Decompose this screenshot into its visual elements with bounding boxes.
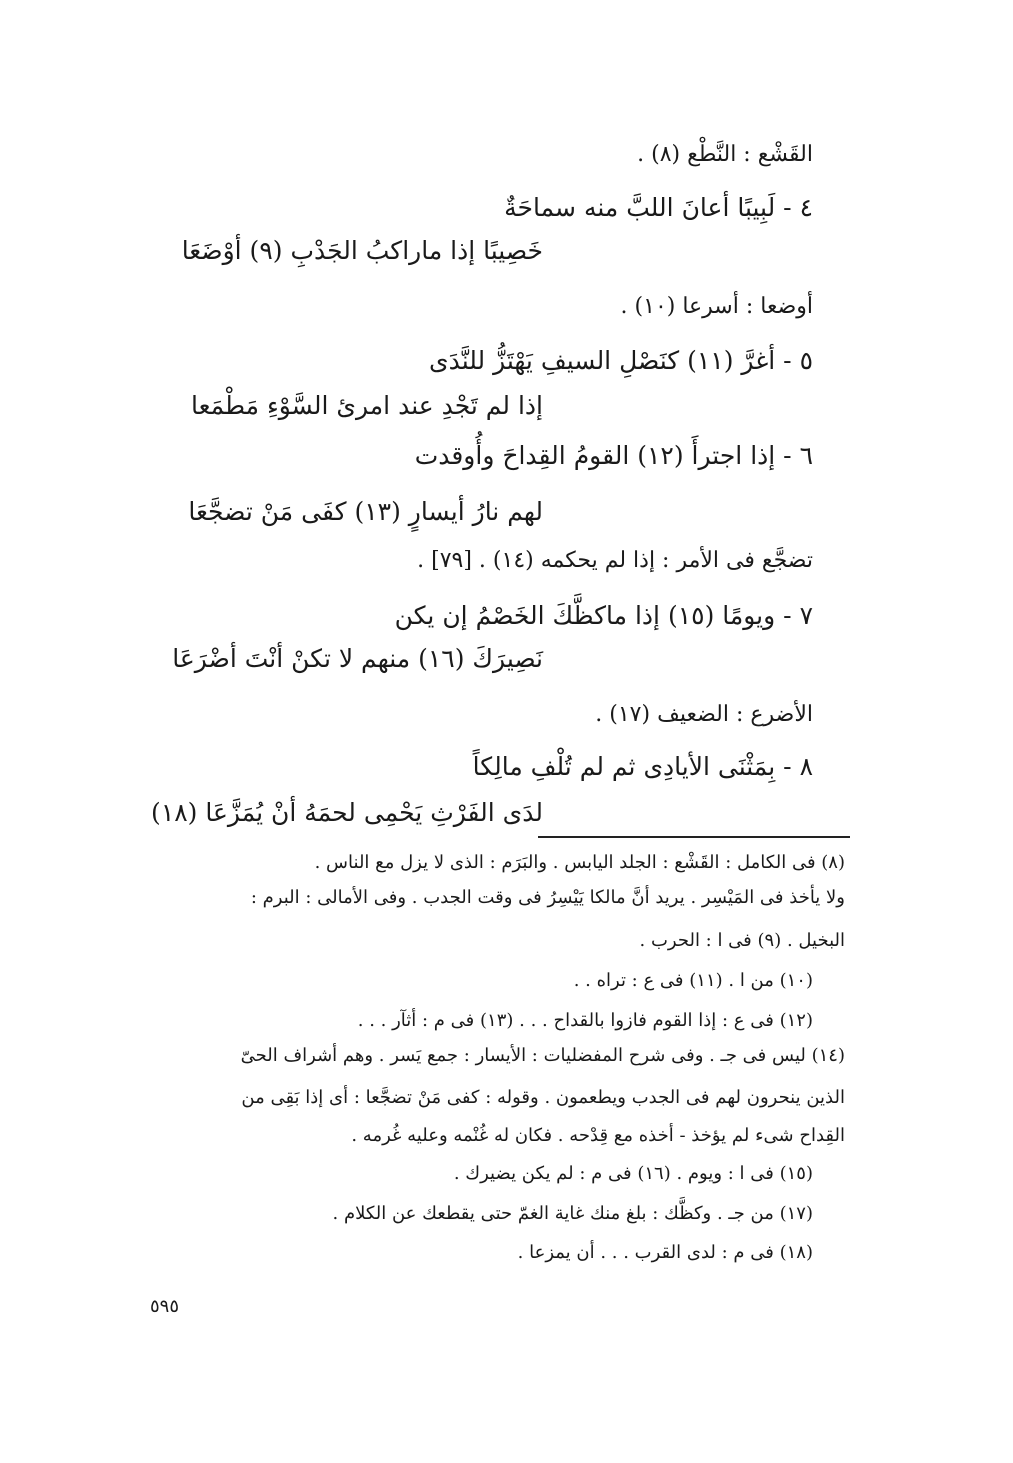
verse-6-first-hemistich: ٦ - إذا اجترأَ (١٢) القومُ القِداحَ وأُوقدت (414, 441, 813, 470)
gloss-line: تضجَّع فى الأمر : إذا لم يحكمه (١٤) . [٧٩] . (417, 548, 813, 573)
verse-5-second-hemistich: إذا لم تَجْدِ عند امرئ السَّوْءِ مَطْمَعا (190, 391, 543, 420)
verse-8-second-hemistich: لدَى الفَرْثِ يَحْمِى لحمَهُ أنْ يُمَزَّعَا (١٨) (151, 798, 543, 827)
footnote-line: (١٧) من جـ . وكظَّك : بلغ منك غاية الغمّ حتى يقطعك عن الكلام . (332, 1203, 813, 1224)
footnote-separator (538, 836, 850, 838)
footnote-line: (٨) فى الكامل : القَشْع : الجلد اليابس . والبَرَم : الذى لا يزل مع الناس . (314, 852, 845, 873)
footnote-line: الذين ينحرون لهم فى الجدب ويطعمون . وقوله : كفى مَنْ تضجَّعا : أى إذا بَقِى من (241, 1087, 845, 1108)
verse-8-first-hemistich: ٨ - بِمَثْنَى الأيادِى ثم لم تُلْفِ مالِكاً (472, 752, 813, 781)
verse-6-second-hemistich: لهم نارُ أيسارٍ (١٣) كفَى مَنْ تضجَّعَا (188, 497, 543, 526)
verse-4-second-hemistich: خَصِيبًا إذا ماراكبُ الجَدْبِ (٩) أوْضَعَا (181, 236, 543, 265)
footnote-line: (١٢) فى ع : إذا القوم فازوا بالقداح . . . (١٣) فى م : أثآر . . . (357, 1010, 813, 1031)
verse-7-second-hemistich: نَصِيرَكَ (١٦) منهم لا تكنْ أنْتَ أضْرَعَا (172, 644, 543, 673)
footnote-line: (١٥) فى ا : ويوم . (١٦) فى م : لم يكن يضيرك . (453, 1163, 813, 1184)
footnote-line: (١٨) فى م : لدى القرب . . . أن يمزعا . (517, 1242, 813, 1263)
footnote-line: القِداح شىء لم يؤخذ - أخذه مع قِدْحه . فكان له غُنْمه وعليه غُرمه . (351, 1125, 845, 1146)
verse-7-first-hemistich: ٧ - ويومًا (١٥) إذا ماكظَّكَ الخَصْمُ إن يكن (394, 601, 813, 630)
gloss-line: أوضعا : أسرعا (١٠) . (620, 294, 813, 319)
verse-4-first-hemistich: ٤ - لَبِيبًا أعانَ اللبَّ منه سماحَةٌ (504, 193, 813, 222)
gloss-line: القَشْع : النَّطْع (٨) . (637, 142, 813, 167)
gloss-line: الأضرع : الضعيف (١٧) . (595, 702, 813, 727)
footnote-line: ولا يأخذ فى المَيْسِر . يريد أنَّ مالكا يَيْسِرُ فى وقت الجدب . وفى الأمالى : البرم : (250, 887, 845, 908)
footnote-line: البخيل . (٩) فى ا : الحرب . (639, 930, 845, 951)
page-number: ٥٩٥ (150, 1296, 180, 1317)
footnote-line: (١٠) من ا . (١١) فى ع : تراه . . (573, 970, 813, 991)
verse-5-first-hemistich: ٥ - أغرَّ (١١) كنَصْلِ السيفِ يَهْتَزُّ للنَّدَى (429, 346, 813, 375)
footnote-line: (١٤) ليس فى جـ . وفى شرح المفضليات : الأيسار : جمع يَسر . وهم أشراف الحىّ (240, 1045, 845, 1066)
